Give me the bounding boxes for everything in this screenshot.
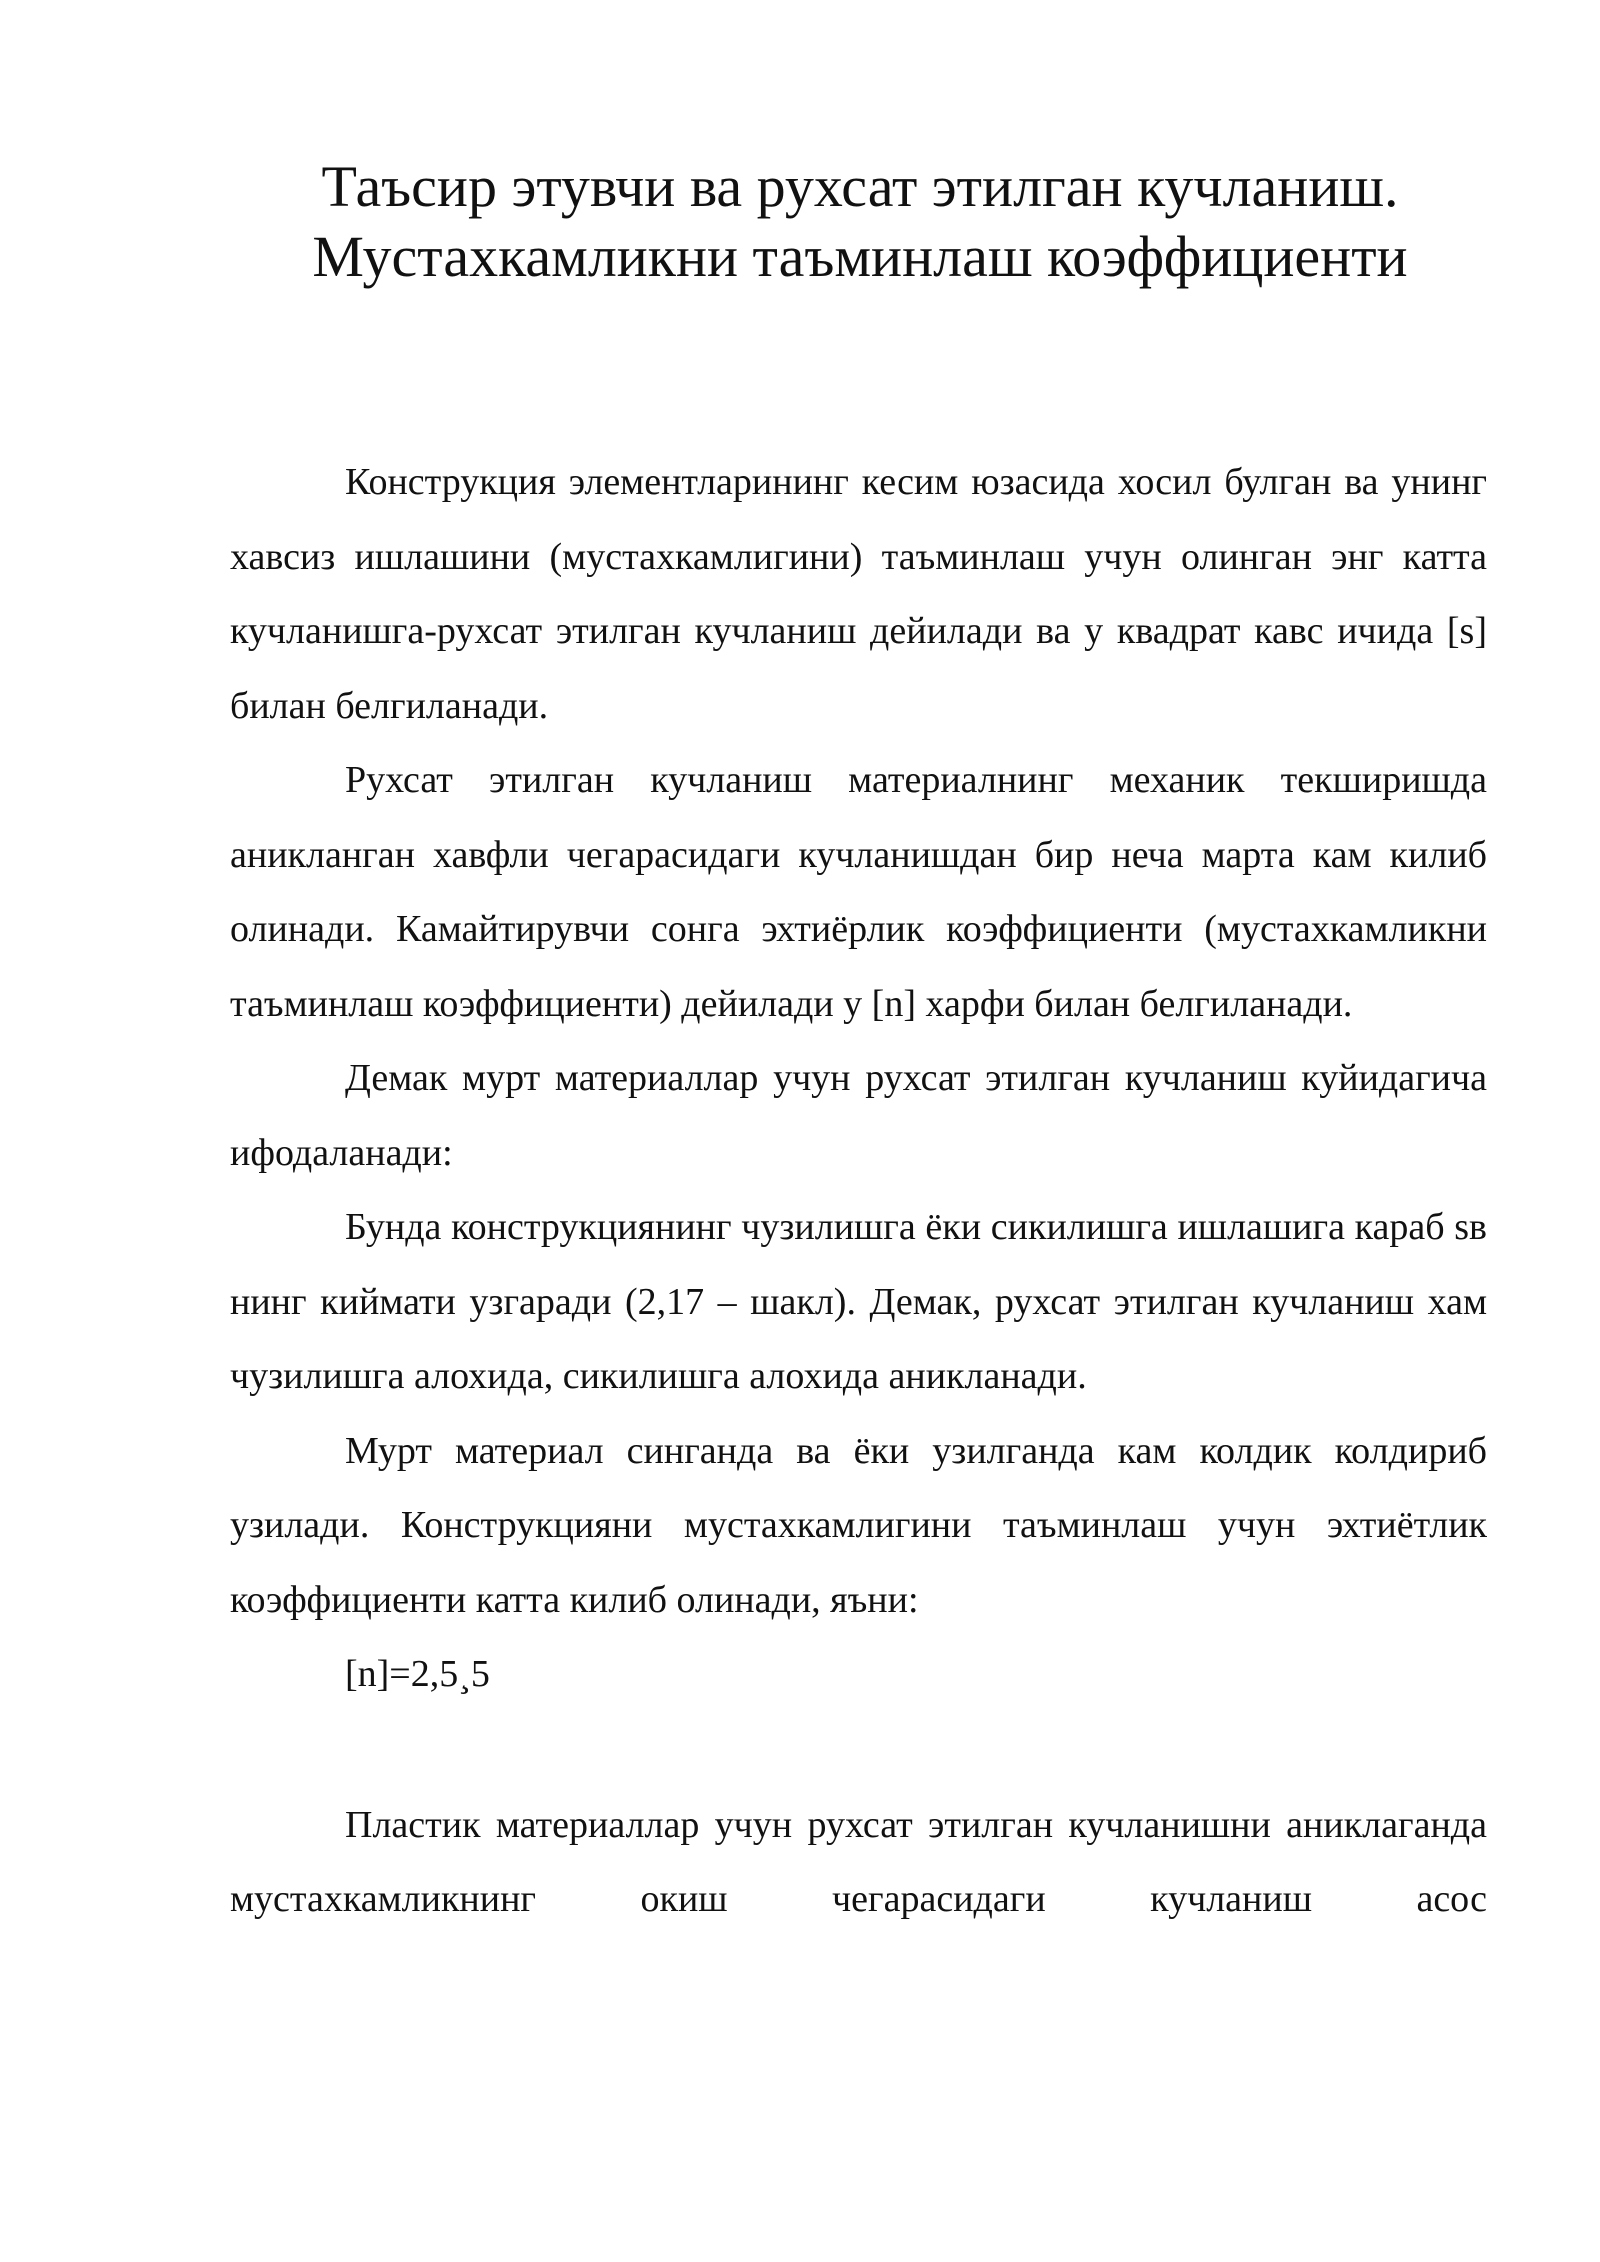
- paragraph-1: Конструкция элементларининг кесим юзасида хосил булган ва унинг хавсиз ишлашини (мустахкамлигини) таъминлаш учун олинган энг катта кучланишга-рухсат этилган кучланиш дейилади ва у квадрат кавс ичида [s] билан белгиланади.: [230, 461, 1487, 727]
- blank-line: [230, 1712, 1487, 1788]
- paragraph-5: Мурт материал синганда ва ёки узилганда кам колдик колдириб узилади. Конструкцияни мустахкамлигини таъминлаш учун эхтиётлик коэффициенти катта килиб олинади, яъни:: [230, 1429, 1487, 1621]
- paragraph-4: Бунда конструкциянинг чузилишга ёки сикилишга ишлашига караб sв нинг киймати узгаради (2,17 – шакл). Демак, рухсат этилган кучланиш хам чузилишга алохида, сикилишга алохида аникланади.: [230, 1206, 1487, 1397]
- paragraph-3: Демак мурт материаллар учун рухсат этилган кучланиш куйидагича ифодаланади:: [230, 1057, 1487, 1174]
- title-line-1: Таъсир этувчи ва рухсат этилган кучланиш.: [321, 154, 1399, 219]
- paragraph-2: Рухсат этилган кучланиш материалнинг механик текширишда аникланган хавфли чегарасидаги кучланишдан бир неча марта кам килиб олинади. Камайтирувчи сонга эхтиёрлик коэффициенти (мустахкамликни таъминлаш коэффициенти) дейилади у [n] харфи билан белгиланади.: [230, 759, 1487, 1025]
- page-title: [230, 152, 1490, 292]
- formula: [n]=2,5¸5: [345, 1653, 490, 1695]
- title-line-2: Мустахкамликни таъминлаш коэффициенти: [312, 224, 1408, 289]
- paragraph-6: Пластик материаллар учун рухсат этилган кучланишни аниклаганда мустахкамликнинг окиш чегарасидаги кучланиш асос: [230, 1803, 1487, 1920]
- body-text: [230, 445, 1487, 1937]
